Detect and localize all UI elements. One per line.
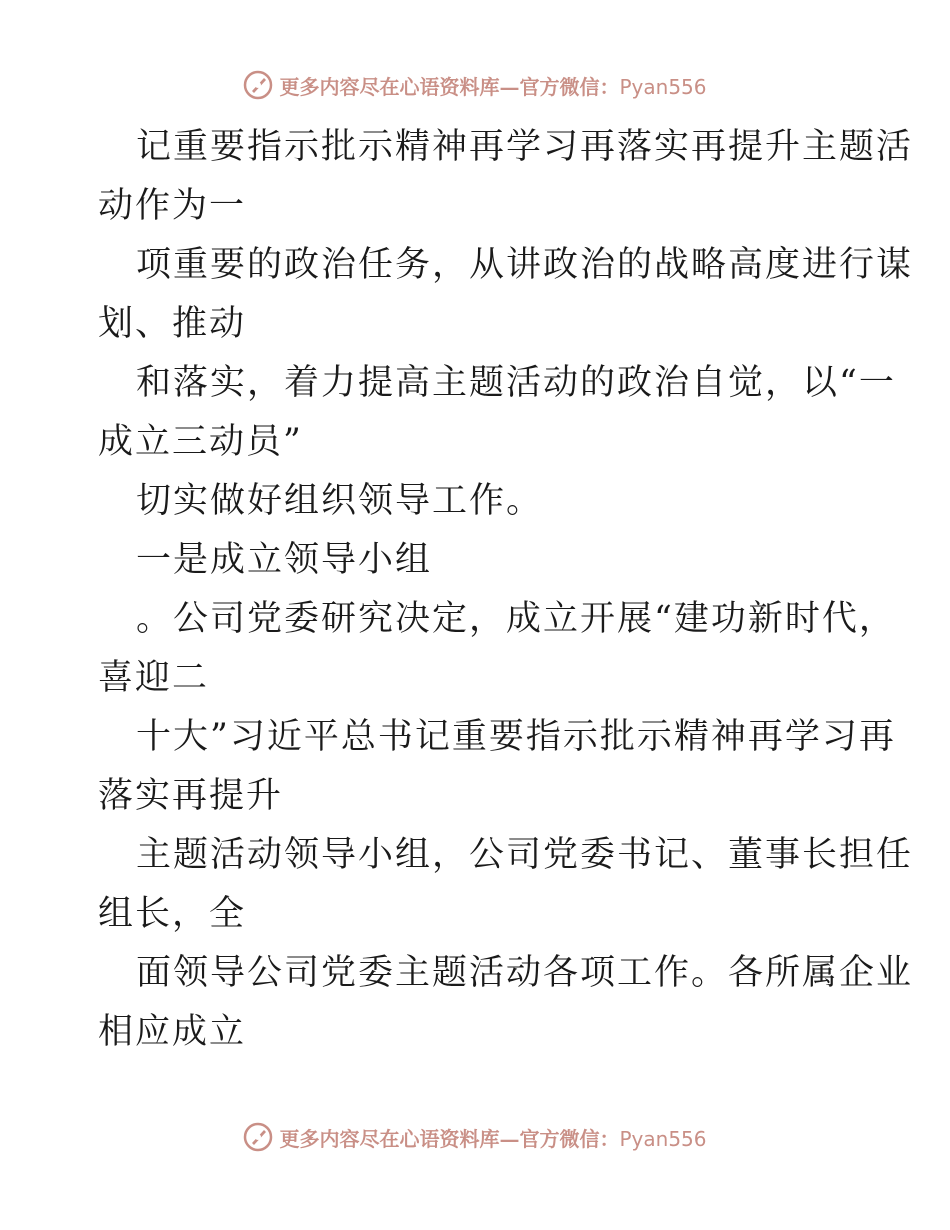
- text-line: 落实再提升: [98, 776, 284, 816]
- document-body: [98, 118, 914, 1062]
- text-line: 组长，全: [98, 894, 247, 934]
- watermark-text: 更多内容尽在心语资料库—官方微信：Pyan556: [279, 74, 707, 99]
- text-line: 。公司党委研究决定，成立开展“建功新时代，: [136, 599, 896, 639]
- text-line: 和落实，着力提高主题活动的政治自觉，以“一: [136, 363, 896, 403]
- text-line: 记重要指示批示精神再学习再落实再提升主题活: [136, 127, 914, 167]
- quill-logo-icon: [243, 1122, 273, 1152]
- text-line: 主题活动领导小组，公司党委书记、董事长担任: [136, 835, 914, 875]
- text-line: 十大”习近平总书记重要指示批示精神再学习再: [136, 717, 896, 757]
- text-line: 切实做好组织领导工作。: [136, 481, 544, 521]
- text-line: 划、推动: [98, 304, 247, 344]
- text-line: 面领导公司党委主题活动各项工作。各所属企业: [136, 953, 914, 993]
- text-line: 项重要的政治任务，从讲政治的战略高度进行谋: [136, 245, 914, 285]
- text-line: 喜迎二: [98, 658, 210, 698]
- watermark-text: 更多内容尽在心语资料库—官方微信：Pyan556: [279, 1126, 707, 1151]
- text-line: 相应成立: [98, 1012, 247, 1052]
- text-line: 动作为一: [98, 186, 247, 226]
- header-watermark: [0, 70, 950, 100]
- wechat-id: Pyan556: [619, 1126, 707, 1151]
- text-line: 一是成立领导小组: [136, 540, 433, 580]
- text-line: 成立三动员”: [98, 422, 303, 462]
- quill-logo-icon: [243, 70, 273, 100]
- wechat-id: Pyan556: [619, 74, 707, 99]
- footer-watermark: [0, 1122, 950, 1152]
